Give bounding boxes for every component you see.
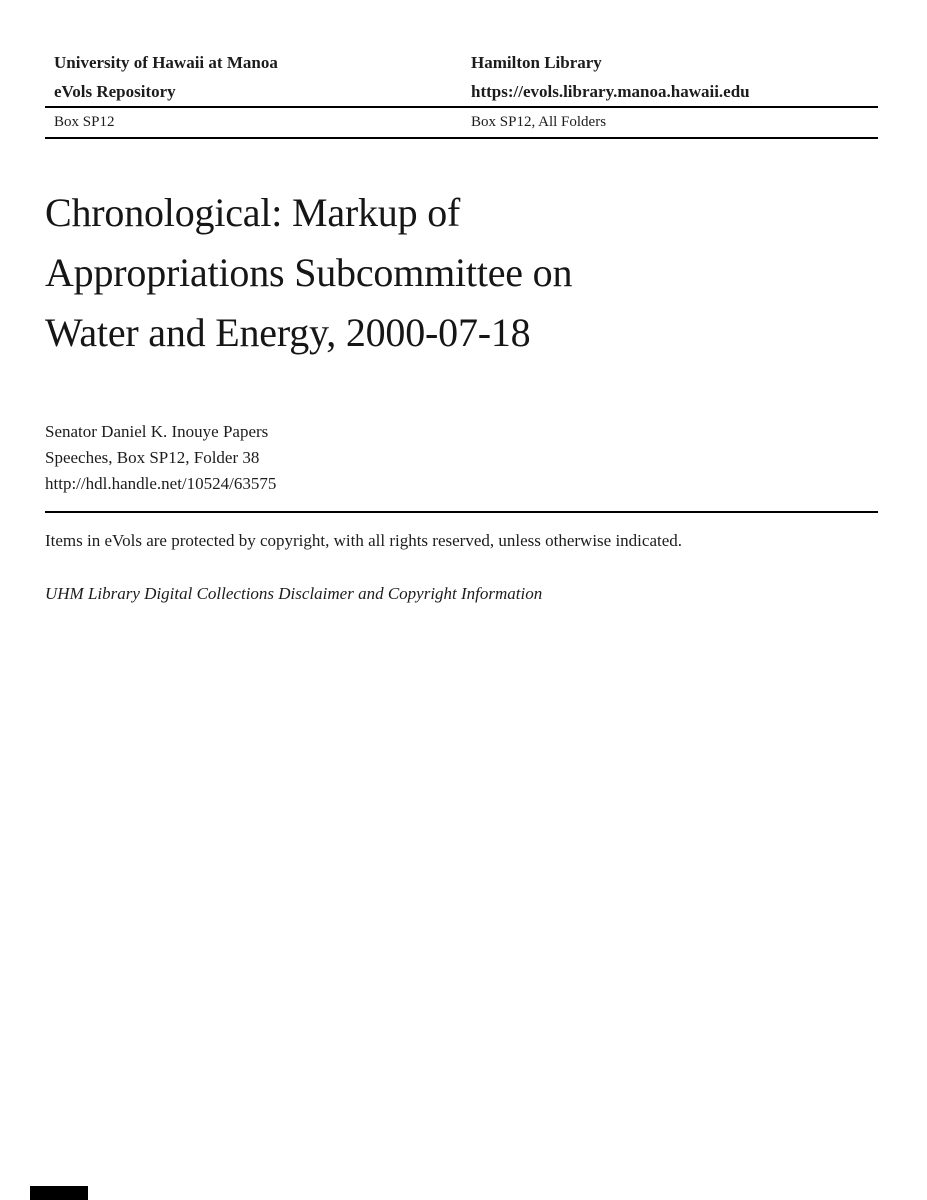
series-location: Speeches, Box SP12, Folder 38 <box>45 448 260 467</box>
header-right-column <box>471 48 878 106</box>
document-title <box>45 183 572 363</box>
disclaimer-link[interactable]: UHM Library Digital Collections Disclaimer and Copyright Information <box>45 584 543 603</box>
repository-header <box>45 48 878 139</box>
library-name: Hamilton Library <box>471 53 602 72</box>
collection-name: Senator Daniel K. Inouye Papers <box>45 422 269 441</box>
repository-url[interactable]: https://evols.library.manoa.hawaii.edu <box>471 82 750 101</box>
header-sub-right <box>471 108 878 137</box>
title-line-2: Appropriations Subcommittee on <box>45 250 573 295</box>
divider-rule <box>45 511 878 513</box>
copyright-notice: Items in eVols are protected by copyright, with all rights reserved, unless otherwise indicated. <box>45 531 683 550</box>
header-main-row <box>45 48 878 108</box>
citation-block <box>45 419 276 497</box>
scan-artifact-mark <box>30 1186 88 1200</box>
title-line-3: Water and Energy, 2000-07-18 <box>45 310 531 355</box>
box-folders-label: Box SP12, All Folders <box>471 114 607 130</box>
header-sub-left <box>45 108 471 137</box>
header-left-column <box>45 48 471 106</box>
box-label: Box SP12 <box>54 114 115 130</box>
institution-name: University of Hawaii at Manoa <box>54 53 278 72</box>
header-sub-row <box>45 108 878 139</box>
repository-name: eVols Repository <box>54 82 176 101</box>
handle-url[interactable]: http://hdl.handle.net/10524/63575 <box>45 474 277 493</box>
title-line-1: Chronological: Markup of <box>45 190 461 235</box>
